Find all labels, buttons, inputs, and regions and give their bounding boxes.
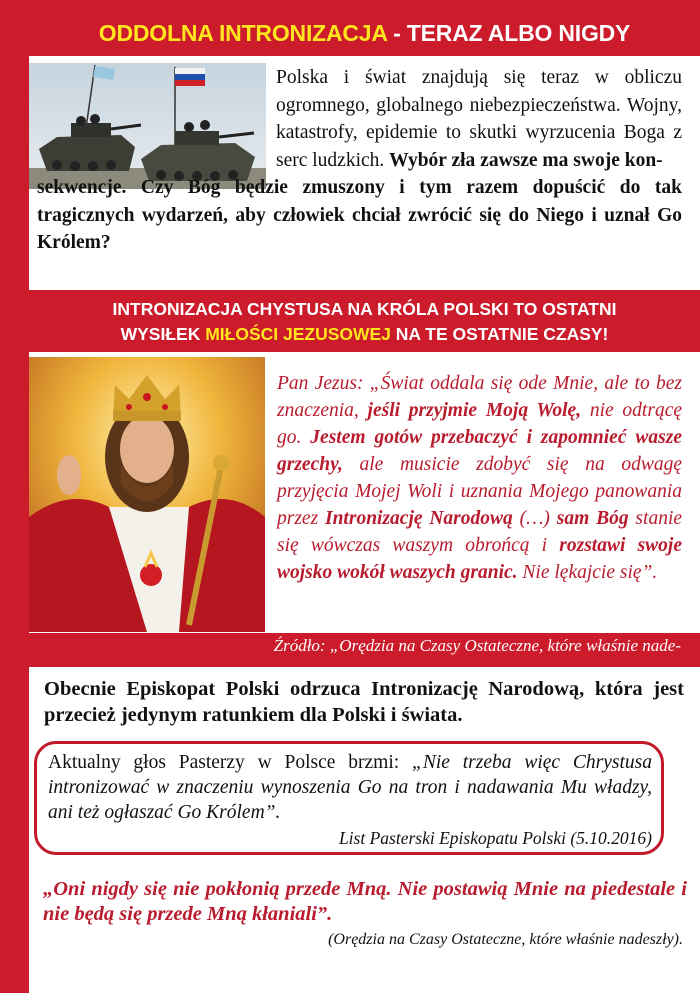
quote-source: Źródło: „Orędzia na Czasy Ostateczne, które właśnie nade-: [273, 636, 681, 655]
quote-part-6: Nie lękajcie się”.: [517, 562, 658, 583]
quote-bold-4: sam Bóg: [556, 508, 629, 529]
pastoral-citation: List Pasterski Episkopatu Polski (5.10.2016): [338, 828, 652, 848]
banner-line2-end: NA TE OSTATNIE CZASY!: [390, 324, 609, 344]
quote-bold-5: rozstawi swoje wojsko wokół waszych granic.: [277, 535, 682, 583]
left-red-bar: [0, 0, 29, 993]
intro-paragraph-bold: sekwencje. Czy Bóg będzie zmuszony i tym razem dopuścić do tak tragicznych wydarzeń, aby człowiek chciał zwrócić się do Niego i uznał Go Królem?: [37, 177, 682, 253]
quote-part-4: (…): [512, 508, 557, 529]
page-title: [29, 18, 700, 48]
quote-bold-2: Jestem gotów przebaczyć i zapomnieć wasze grzechy,: [277, 427, 682, 475]
intro-bold-start: Wybór zła zawsze ma swoje kon-: [389, 149, 663, 171]
title-highlight: ODDOLNA INTRONIZACJA: [98, 20, 387, 46]
banner-line-1: INTRONIZACJA CHYSTUSA NA KRÓLA POLSKI TO OSTATNI: [112, 299, 617, 319]
final-source: (Orędzia na Czasy Ostateczne, które właśnie nadeszły).: [328, 931, 683, 948]
pastoral-intro: Aktualny głos Pasterzy w Polsce brzmi:: [48, 752, 412, 773]
intro-paragraph-top: [276, 64, 682, 174]
quote-part-2: nie odtrącę go.: [277, 400, 682, 448]
banner: [29, 297, 700, 347]
christ-the-king-image: [29, 357, 265, 632]
banner-highlight: MIŁOŚCI JEZUSOWEJ: [205, 324, 391, 344]
intro-text: Polska i świat znajdują się teraz w obliczu ogromnego, globalnego niebezpieczeństwa. Wojny, katastrofy, epidemie to skutki wyrzucenia Boga z serc ludzkich.: [276, 67, 682, 171]
title-rest: - TERAZ ALBO NIGDY: [386, 20, 631, 46]
bishops-statement: Obecnie Episkopat Polski odrzuca Intronizację Narodową, która jest przecież jedynym ratunkiem dla Polski i świata.: [44, 678, 684, 726]
quote-bold-1: jeśli przyjmie Moją Wolę,: [367, 400, 582, 421]
pastoral-letter-text: [48, 750, 652, 825]
jesus-quote: [277, 370, 682, 586]
quote-part-1: Pan Jezus: „Świat oddala się ode Mnie, ale to bez znaczenia,: [277, 373, 682, 421]
quote-part-5: stanie się wówczas waszym obrońcą i: [277, 508, 683, 556]
banner-line-2: [29, 322, 700, 347]
banner-line2-start: WYSIŁEK: [120, 324, 206, 344]
final-quote: „Oni nigdy się nie pokłonią przede Mną. Nie postawią Mnie na piedestale i nie będą się przede Mną kłaniali”.: [43, 878, 687, 925]
quote-part-3: ale musicie zdobyć się na odwagę przyjęcia Mojej Woli i uznania Mojego panowania przez: [277, 454, 682, 529]
quote-bold-3: Intronizację Narodową: [325, 508, 513, 529]
pastoral-quote: „Nie trzeba więc Chrystusa intronizować w znaczeniu wynoszenia Go na tron i nadawania Mu władzy, ani też ogłaszać Go Królem”.: [48, 752, 652, 823]
tanks-photo: [29, 63, 266, 189]
